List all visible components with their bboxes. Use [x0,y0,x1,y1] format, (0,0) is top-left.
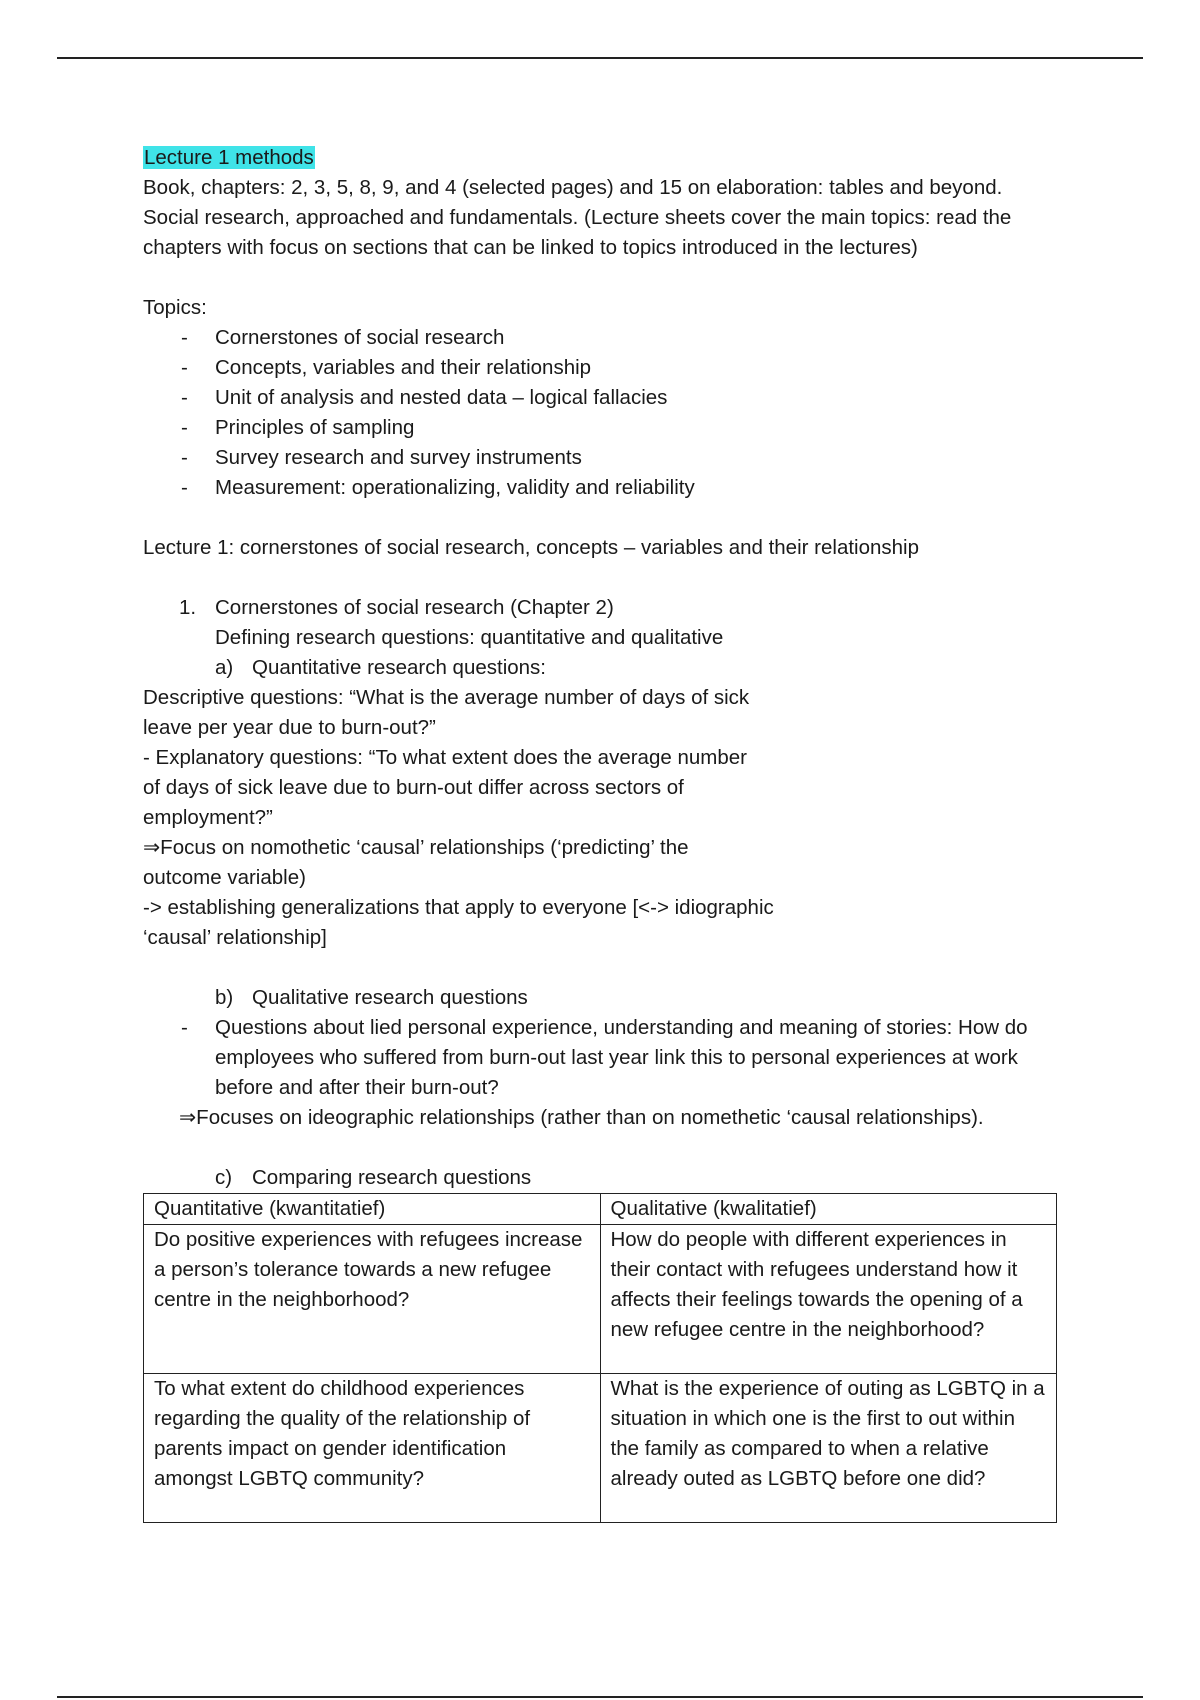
cell-quantitative: To what extent do childhood experiences regarding the quality of the relationship of parents impact on gender identification amongst LGBTQ community? [144,1374,601,1523]
topic-item: - Concepts, variables and their relationship [143,353,1063,383]
topic-item: - Principles of sampling [143,413,1063,443]
nomothetic-focus: ⇒Focus on nomothetic ‘causal’ relationships (‘predicting’ the outcome variable) [143,836,689,889]
subsection-c-title: Comparing research questions [252,1166,532,1189]
subsection-c [143,1163,1063,1193]
qualitative-list [143,1013,1063,1103]
subsection-a [143,653,1063,683]
intro-paragraph: Book, chapters: 2, 3, 5, 8, 9, and 4 (selected pages) and 15 on elaboration: tables and beyond. Social research, approached and fundamentals. (Lecture sheets cover the main topics: read the chapters with focus on sections that can be linked to topics introduced in the lectures) [143,176,1012,259]
topic-item: - Unit of analysis and nested data – logical fallacies [143,383,1063,413]
doc-title-line [143,143,1063,173]
ideographic-focus: ⇒Focuses on ideographic relationships (rather than on nomethetic ‘causal relationships). [179,1106,984,1129]
header-quantitative: Quantitative (kwantitatief) [144,1194,601,1225]
table-header-row [144,1194,1057,1225]
subsection-a-title: Quantitative research questions: [252,656,546,679]
topic-item: - Measurement: operationalizing, validity and reliability [143,473,1063,503]
top-rule [57,57,1143,59]
subsection-a-label: a) [215,656,234,679]
qualitative-bullet: - Questions about lied personal experience, understanding and meaning of stories: How do employees who suffered from burn-out last year link this to personal experiences at work before and after their burn-out? [143,1013,1063,1103]
bottom-rule [57,1696,1143,1698]
topic-item: - Survey research and survey instruments [143,443,1063,473]
doc-title: Lecture 1 methods [144,146,314,169]
lecture-heading: Lecture 1: cornerstones of social research, concepts – variables and their relationship [143,536,920,559]
cell-qualitative: How do people with different experiences in their contact with refugees understand how it affects their feelings towards the opening of a new refugee centre in the neighborhood? [600,1225,1057,1374]
subsection-c-label: c) [215,1166,233,1189]
section-1-number: 1. [179,596,197,619]
topics-list [143,323,1063,503]
cell-quantitative: Do positive experiences with refugees increase a person’s tolerance towards a new refugee centre in the neighborhood? [144,1225,601,1374]
table-row [144,1374,1057,1523]
topics-label: Topics: [143,296,207,319]
descriptive-questions: Descriptive questions: “What is the average number of days of sick leave per year due to burn-out?” [143,686,750,739]
topic-item: - Cornerstones of social research [143,323,1063,353]
section-1-subtitle: Defining research questions: quantitative and qualitative [215,626,724,649]
section-1-title-text: Cornerstones of social research (Chapter 2) [215,596,614,619]
explanatory-questions: - Explanatory questions: “To what extent does the average number of days of sick leave due to burn-out differ across sectors of employment?” [143,746,747,829]
section-1-title [143,593,1063,623]
subsection-b [143,983,1063,1013]
document-body [143,143,1063,1523]
table-row [144,1225,1057,1374]
subsection-b-title: Qualitative research questions [252,986,528,1009]
comparison-table [143,1193,1057,1523]
header-qualitative: Qualitative (kwalitatief) [600,1194,1057,1225]
cell-qualitative: What is the experience of outing as LGBTQ in a situation in which one is the first to out within the family as compared to when a relative already outed as LGBTQ before one did? [600,1374,1057,1523]
subsection-b-label: b) [215,986,234,1009]
generalizations-note: -> establishing generalizations that apply to everyone [<-> idiographic ‘causal’ relationship] [143,896,774,949]
